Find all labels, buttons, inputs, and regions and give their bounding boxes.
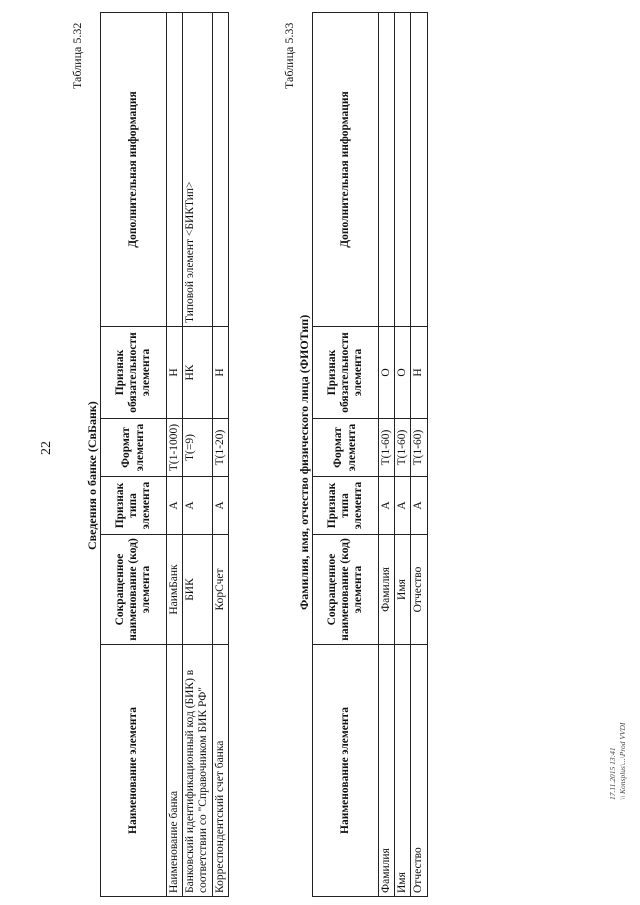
cell-info: [379, 13, 395, 327]
cell-name: Банковский идентификационный код (БИК) в соответствии со "Справочником БИК РФ": [183, 645, 212, 897]
cell-format: T(1-60): [411, 419, 427, 477]
cell-required: О: [395, 327, 411, 419]
cell-format: T(1-60): [379, 419, 395, 477]
cell-type: А: [183, 477, 212, 535]
cell-required: НК: [183, 327, 212, 419]
cell-info: [395, 13, 411, 327]
header-cell: Признак обязательности элемента: [313, 327, 379, 419]
header-cell: Наименование элемента: [313, 645, 379, 897]
cell-type: А: [411, 477, 427, 535]
cell-name: Корреспондентский счет банка: [212, 645, 228, 897]
header-cell: Дополнительная информация: [101, 13, 167, 327]
cell-code: БИК: [183, 535, 212, 645]
table-row: [379, 13, 395, 897]
header-cell: Сокращенное наименование (код) элемента: [101, 535, 167, 645]
table-fiotip: [312, 12, 428, 897]
header-cell: Признак обязательности элемента: [101, 327, 167, 419]
cell-required: Н: [212, 327, 228, 419]
page-number: 22: [39, 441, 54, 455]
cell-info: [411, 13, 427, 327]
header-cell: Признак типа элемента: [101, 477, 167, 535]
cell-name: Фамилия: [379, 645, 395, 897]
table-label-5-33: Таблица 5.33: [282, 22, 296, 89]
table-header-row: [101, 13, 167, 897]
cell-type: А: [395, 477, 411, 535]
table-row: [212, 13, 228, 897]
cell-format: T(1-1000): [167, 419, 183, 477]
cell-required: Н: [167, 327, 183, 419]
cell-required: О: [379, 327, 395, 419]
cell-code: НаимБанк: [167, 535, 183, 645]
header-cell: Наименование элемента: [101, 645, 167, 897]
header-cell: Дополнительная информация: [313, 13, 379, 327]
cell-code: КорСчет: [212, 535, 228, 645]
cell-type: А: [379, 477, 395, 535]
cell-format: T(1-60): [395, 419, 411, 477]
cell-info: [167, 13, 183, 327]
table-caption-fiotip: Фамилия, имя, отчество физического лица (ФИОТип): [297, 314, 311, 610]
table-row: [411, 13, 427, 897]
cell-name: Имя: [395, 645, 411, 897]
header-cell: Признак типа элемента: [313, 477, 379, 535]
cell-code: Имя: [395, 535, 411, 645]
table-row: [183, 13, 212, 897]
cell-info: [212, 13, 228, 327]
table-svbank: [100, 12, 229, 897]
table-header-row: [313, 13, 379, 897]
cell-type: А: [167, 477, 183, 535]
header-cell: Сокращенное наименование (код) элемента: [313, 535, 379, 645]
cell-type: А: [212, 477, 228, 535]
print-stamp: [608, 723, 628, 800]
cell-format: T(1-20): [212, 419, 228, 477]
table-row: [167, 13, 183, 897]
header-cell: Формат элемента: [313, 419, 379, 477]
header-cell: Формат элемента: [101, 419, 167, 477]
stamp-line-1: 17.11.2015 13:41: [608, 747, 617, 800]
cell-info: Типовой элемент <БИКТип>: [183, 13, 212, 327]
cell-name: Наименование банка: [167, 645, 183, 897]
table-label-5-32: Таблица 5.32: [70, 22, 84, 89]
cell-code: Отчество: [411, 535, 427, 645]
cell-code: Фамилия: [379, 535, 395, 645]
stamp-line-2: \\ Konsplus\...\Prod VVDI: [617, 722, 627, 800]
table-row: [395, 13, 411, 897]
cell-name: Отчество: [411, 645, 427, 897]
table-caption-svbank: Сведения о банке (СвБанк): [85, 401, 99, 550]
cell-format: T(=9): [183, 419, 212, 477]
cell-required: Н: [411, 327, 427, 419]
